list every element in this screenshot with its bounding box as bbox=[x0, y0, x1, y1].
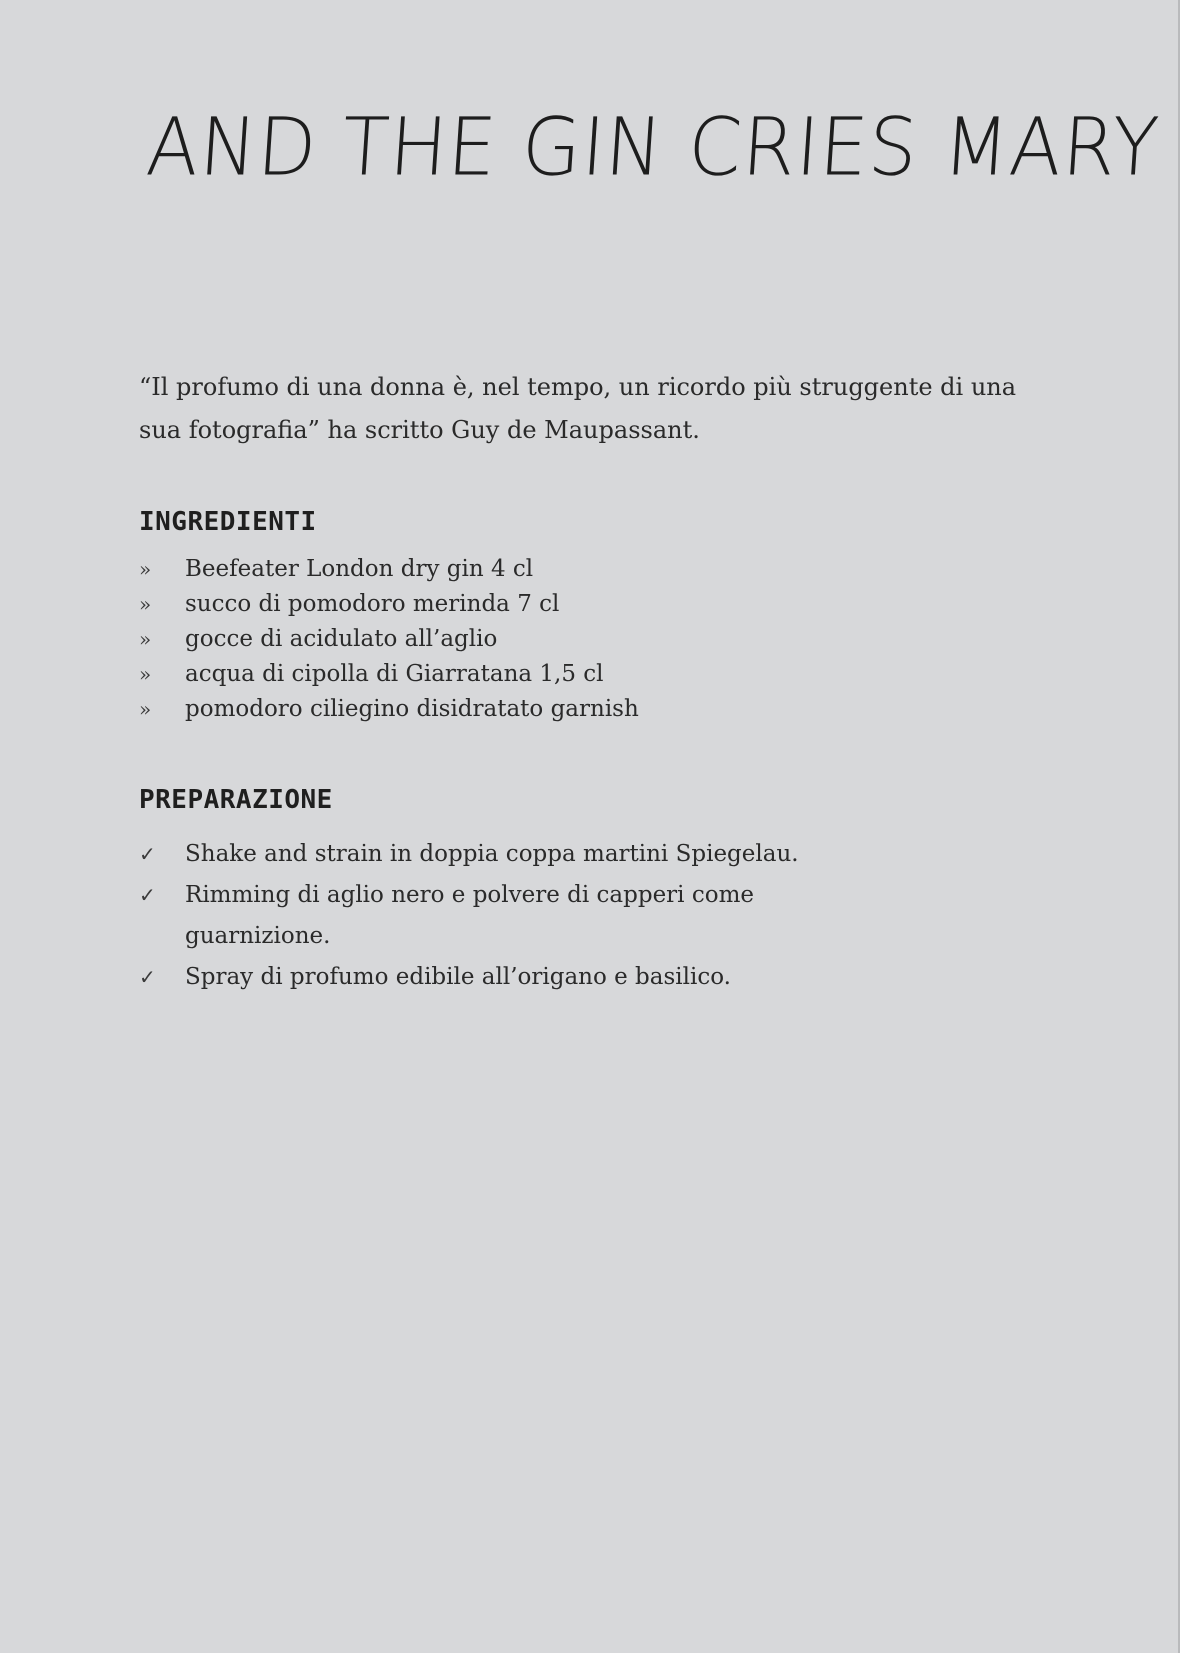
ingredient-text: gocce di acidulato all’aglio bbox=[185, 626, 498, 652]
preparation-step-text: Spray di profumo edibile all’origano e basilico. bbox=[185, 964, 731, 990]
ingredient-text: acqua di cipolla di Giarratana 1,5 cl bbox=[185, 661, 604, 687]
page-title: AND THE GIN CRIES MARY bbox=[143, 100, 1163, 194]
list-item bbox=[139, 875, 1059, 957]
intro-quote: “Il profumo di una donna è, nel tempo, un ricordo più struggente di una sua fotografia” ha scritto Guy de Maupassant. bbox=[139, 373, 1017, 444]
preparation-step-text: Shake and strain in doppia coppa martini Spiegelau. bbox=[185, 841, 799, 867]
list-item bbox=[139, 834, 1059, 875]
preparation-step-text: Rimming di aglio nero e polvere di capperi come guarnizione. bbox=[185, 882, 754, 949]
checkmark-icon: ✓ bbox=[139, 842, 156, 866]
chevron-right-icon: » bbox=[139, 627, 152, 651]
chevron-right-icon: » bbox=[139, 592, 152, 616]
checkmark-icon: ✓ bbox=[139, 965, 156, 989]
preparation-list bbox=[139, 834, 1059, 998]
list-item bbox=[139, 587, 1059, 622]
list-item bbox=[139, 657, 1059, 692]
list-item bbox=[139, 552, 1059, 587]
checkmark-icon: ✓ bbox=[139, 883, 156, 907]
chevron-right-icon: » bbox=[139, 662, 152, 686]
preparation-heading: PREPARAZIONE bbox=[139, 785, 333, 815]
list-item bbox=[139, 692, 1059, 727]
ingredient-text: pomodoro ciliegino disidratato garnish bbox=[185, 696, 639, 722]
list-item bbox=[139, 957, 1059, 998]
ingredients-list bbox=[139, 552, 1059, 727]
ingredients-heading: INGREDIENTI bbox=[139, 507, 317, 537]
list-item bbox=[139, 622, 1059, 657]
ingredient-text: succo di pomodoro merinda 7 cl bbox=[185, 591, 560, 617]
chevron-right-icon: » bbox=[139, 557, 152, 581]
chevron-right-icon: » bbox=[139, 697, 152, 721]
ingredient-text: Beefeater London dry gin 4 cl bbox=[185, 556, 534, 582]
